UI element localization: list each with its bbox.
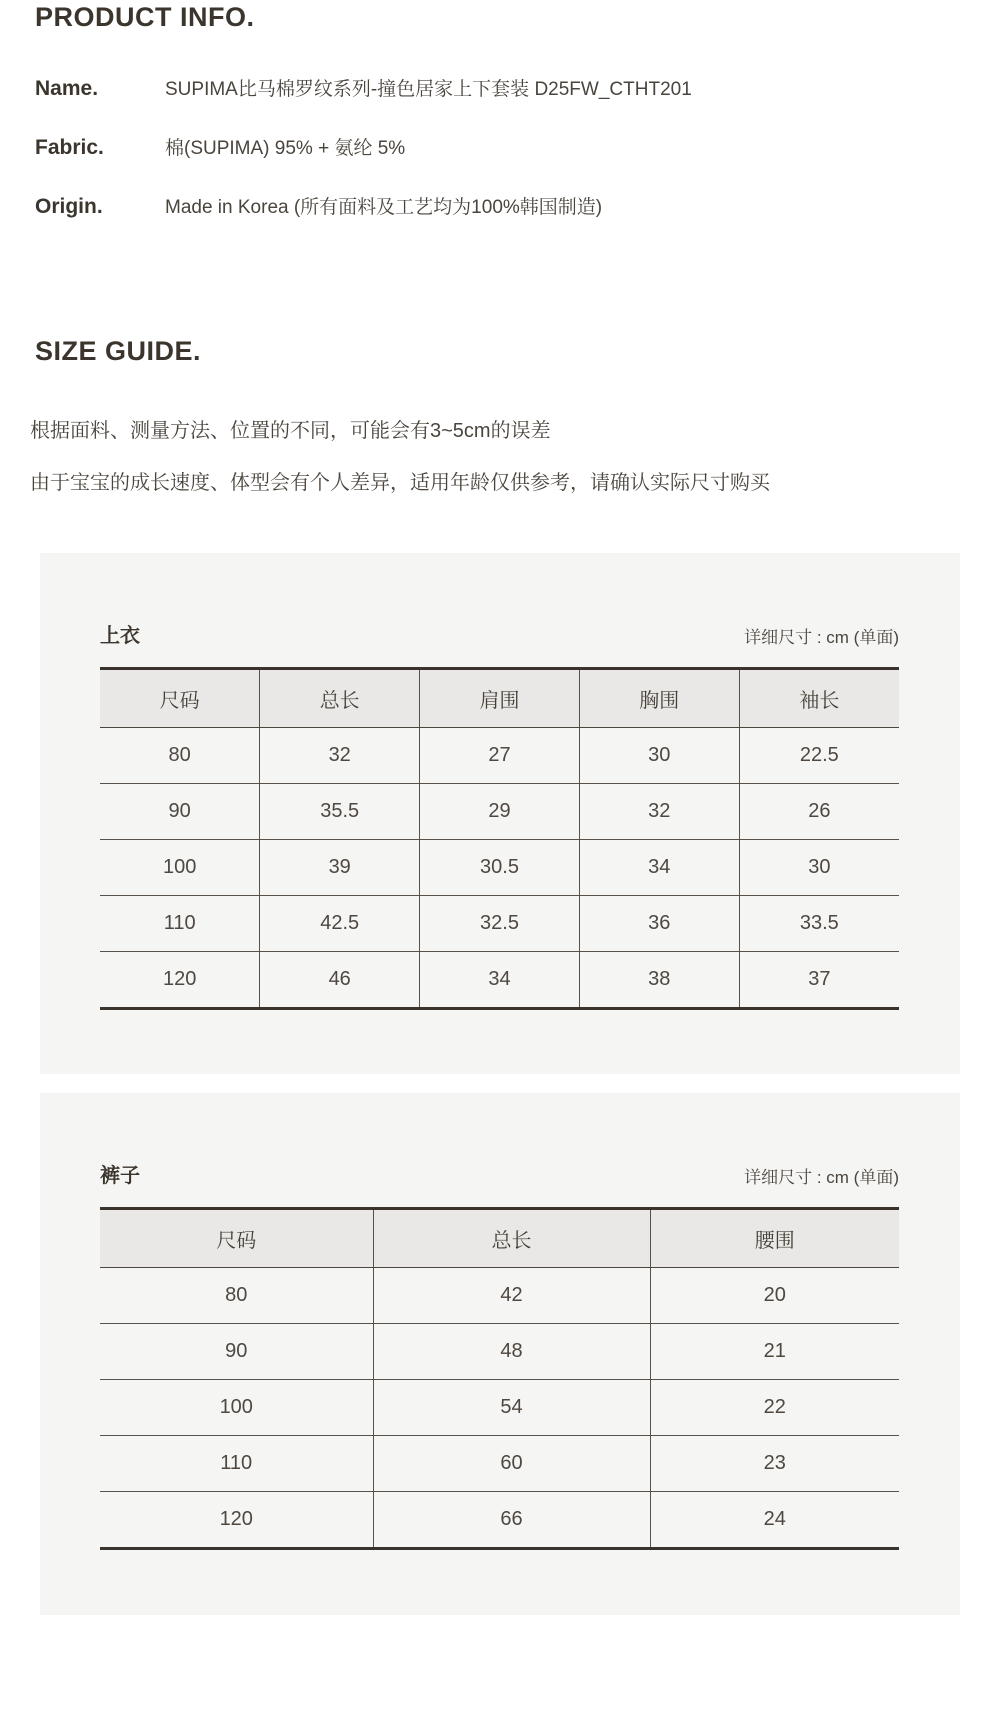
table-row [100, 952, 899, 1009]
pants-size-panel [40, 1093, 960, 1615]
table-cell: 32.5 [420, 896, 580, 952]
field-label-origin: Origin. [35, 195, 103, 218]
table-cell: 100 [100, 840, 260, 896]
table-header-cell: 腰围 [650, 1209, 899, 1268]
table-cell: 26 [739, 784, 899, 840]
table-cell: 37 [739, 952, 899, 1009]
table-cell: 23 [650, 1436, 899, 1492]
product-field-fabric [35, 133, 405, 160]
table-header-cell: 尺码 [100, 1209, 373, 1268]
table-cell: 20 [650, 1268, 899, 1324]
table-cell: 30 [739, 840, 899, 896]
table-header-cell: 总长 [260, 669, 420, 728]
table-cell: 46 [260, 952, 420, 1009]
table-header-cell: 肩围 [420, 669, 580, 728]
table-cell: 36 [579, 896, 739, 952]
top-size-table [100, 667, 899, 1010]
product-field-origin [35, 192, 602, 219]
table-header-cell: 总长 [373, 1209, 650, 1268]
table-cell: 29 [420, 784, 580, 840]
table-cell: 110 [100, 1436, 373, 1492]
table-row [100, 896, 899, 952]
table-row [100, 1436, 899, 1492]
table-cell: 38 [579, 952, 739, 1009]
table-header-row [100, 1209, 899, 1268]
size-guide-note: 由于宝宝的成长速度、体型会有个人差异，适用年龄仅供参考，请确认实际尺寸购买 [30, 472, 770, 494]
table-cell: 22 [650, 1380, 899, 1436]
table-cell: 33.5 [739, 896, 899, 952]
table-cell: 54 [373, 1380, 650, 1436]
table-cell: 24 [650, 1492, 899, 1549]
field-label-fabric: Fabric. [35, 136, 104, 159]
table-cell: 48 [373, 1324, 650, 1380]
table-cell: 110 [100, 896, 260, 952]
unit-note: 详细尺寸 : cm (单面) [744, 1168, 899, 1187]
table-row [100, 1324, 899, 1380]
table-cell: 42 [373, 1268, 650, 1324]
table-cell: 30.5 [420, 840, 580, 896]
size-guide-note: 根据面料、测量方法、位置的不同，可能会有3~5cm的误差 [30, 420, 551, 442]
field-value-origin: Made in Korea (所有面料及工艺均为100%韩国制造) [165, 197, 603, 218]
table-cell: 21 [650, 1324, 899, 1380]
table-cell: 32 [579, 784, 739, 840]
pants-size-table [100, 1207, 899, 1550]
table-cell: 60 [373, 1436, 650, 1492]
unit-note: 详细尺寸 : cm (单面) [744, 628, 899, 647]
table-row [100, 840, 899, 896]
table-header-row [100, 669, 899, 728]
table-row [100, 784, 899, 840]
field-label-name: Name. [35, 77, 99, 100]
table-cell: 42.5 [260, 896, 420, 952]
pants-table-title: 裤子 [100, 1165, 140, 1187]
table-cell: 90 [100, 784, 260, 840]
table-cell: 34 [420, 952, 580, 1009]
product-info-title: PRODUCT INFO. [35, 2, 255, 32]
field-value-fabric: 棉(SUPIMA) 95% + 氨纶 5% [165, 138, 406, 159]
table-cell: 80 [100, 728, 260, 784]
table-header-cell: 袖长 [739, 669, 899, 728]
top-table-title: 上衣 [100, 625, 140, 647]
table-cell: 90 [100, 1324, 373, 1380]
top-table-header-row [100, 619, 899, 648]
table-header-cell: 胸围 [579, 669, 739, 728]
table-row [100, 728, 899, 784]
size-guide-title: SIZE GUIDE. [35, 336, 202, 366]
table-cell: 35.5 [260, 784, 420, 840]
table-cell: 100 [100, 1380, 373, 1436]
table-cell: 66 [373, 1492, 650, 1549]
table-cell: 120 [219, 1508, 253, 1530]
product-field-name [35, 74, 692, 101]
table-cell: 32 [260, 728, 420, 784]
table-cell: 30 [579, 728, 739, 784]
top-size-panel [40, 553, 960, 1074]
table-cell: 27 [420, 728, 580, 784]
table-row [100, 1380, 899, 1436]
table-cell: 120 [162, 968, 197, 990]
field-value-name: SUPIMA比马棉罗纹系列-撞色居家上下套装 D25FW_CTHT201 [165, 79, 692, 100]
table-header-cell: 尺码 [100, 669, 260, 728]
table-row [100, 1268, 899, 1324]
table-cell: 80 [100, 1268, 373, 1324]
table-row [100, 1492, 899, 1549]
table-cell: 39 [260, 840, 420, 896]
table-cell: 22.5 [739, 728, 899, 784]
table-cell: 34 [579, 840, 739, 896]
pants-table-header-row [100, 1159, 899, 1188]
